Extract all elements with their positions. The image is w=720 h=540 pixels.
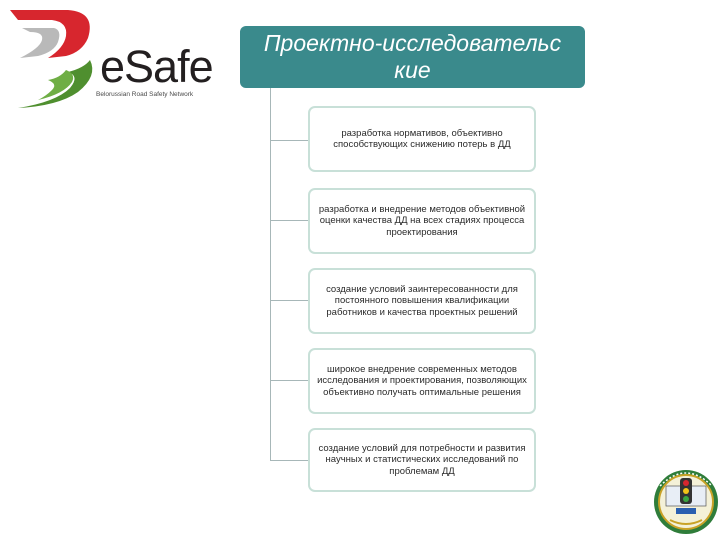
logo-wordmark: eSafe: [100, 41, 213, 92]
tree-trunk-line: [270, 88, 271, 460]
diagram-item-4: широкое внедрение современных методов исследования и проектирования, позволяющих объективно получать оптимальные решения: [308, 348, 536, 414]
esafe-logo: [8, 8, 223, 113]
diagram-item-2: разработка и внедрение методов объективной оценки качества ДД на всех стадиях процесса проектирования: [308, 188, 536, 254]
tree-branch-line: [270, 460, 310, 461]
diagram-item-1: разработка нормативов, объективно способствующих снижению потерь в ДД: [308, 106, 536, 172]
tree-branch-line: [270, 300, 310, 301]
road-safety-emblem-icon: [650, 462, 718, 540]
diagram-title-line-2: кие: [394, 57, 431, 83]
diagram-title-line-1: Проектно-исследовательс: [263, 30, 562, 56]
logo-tagline: Belorussian Road Safety Network: [96, 91, 194, 98]
tree-branch-line: [270, 220, 310, 221]
tree-branch-line: [270, 380, 310, 381]
esafe-logo-mark-icon: [8, 8, 103, 113]
diagram-item-5: создание условий для потребности и развития научных и статистических исследований по проблемам ДД: [308, 428, 536, 492]
tree-branch-line: [270, 140, 310, 141]
diagram-item-3: создание условий заинтересованности для постоянного повышения квалификации работников и качества проектных решений: [308, 268, 536, 334]
diagram-title-box: [240, 26, 585, 88]
